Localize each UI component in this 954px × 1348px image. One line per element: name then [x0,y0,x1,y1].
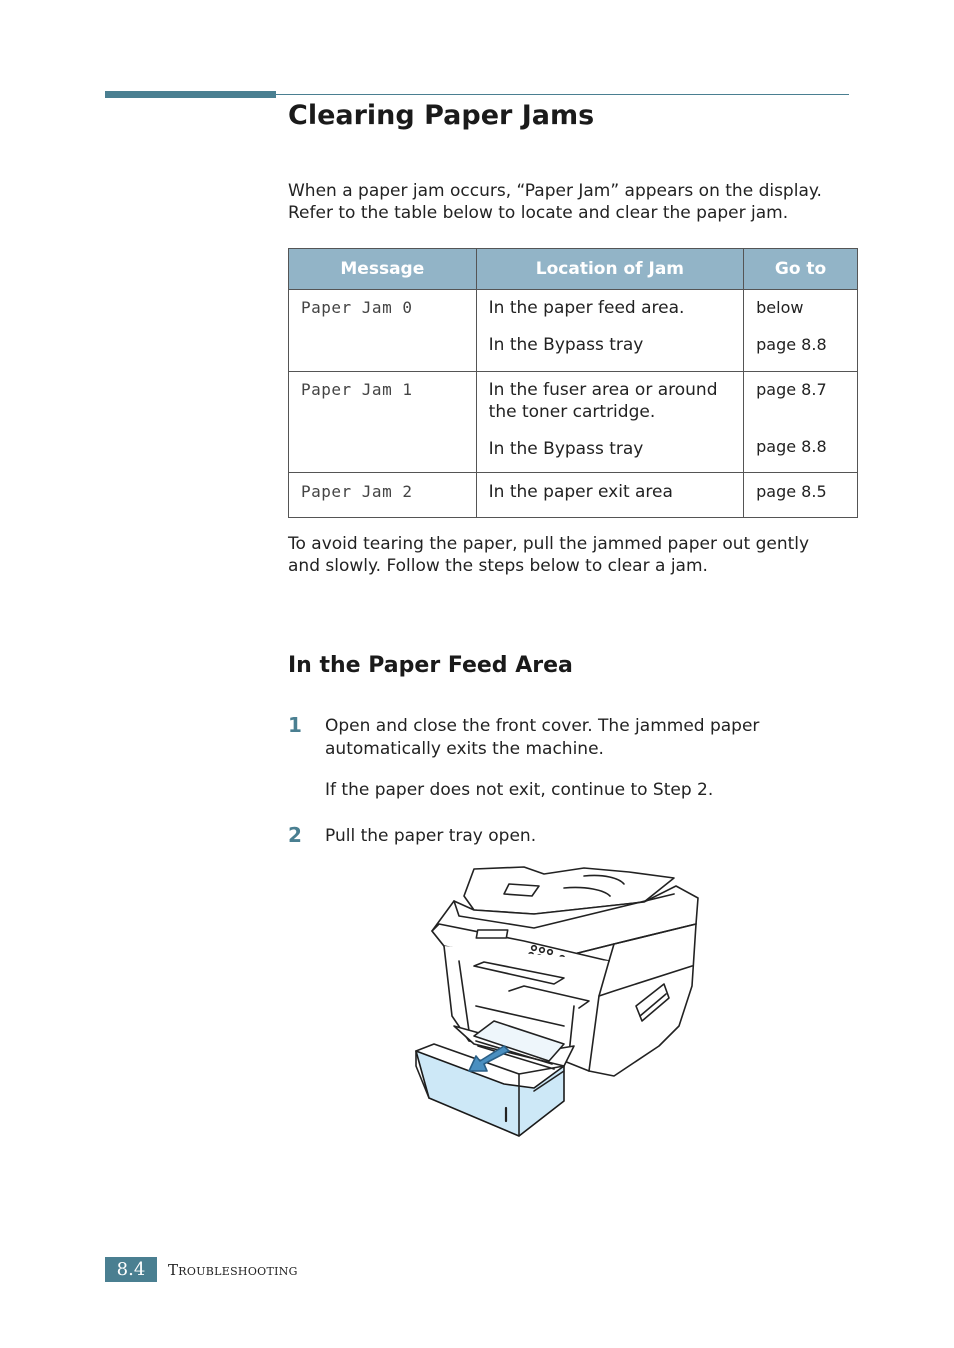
page-title: Clearing Paper Jams [288,100,595,131]
table-header-row [289,249,858,290]
column-header-message: Message [289,249,477,290]
location-text: In the Bypass tray [488,335,644,355]
location-cell [476,290,743,372]
header-rule-thin [276,94,849,95]
goto-cell [744,290,858,372]
location-text: In the paper feed area. [488,298,685,318]
step-line: Pull the paper tray open. [325,826,537,846]
goto-ref: page 8.7 [756,380,827,399]
location-text: In the paper exit area [488,482,673,502]
intro-line: When a paper jam occurs, “Paper Jam” appears on the display. [288,181,822,201]
goto-cell [744,473,858,518]
goto-ref: below [756,298,804,317]
message-cell [289,372,477,473]
page-number-badge: 8.4 [105,1257,157,1282]
step-number-2: 2 [288,823,302,847]
table-row [289,473,858,518]
step-line: Open and close the front cover. The jammed paper [325,716,760,736]
printer-tray-illustration [414,866,704,1141]
table-row [289,372,858,473]
message-cell [289,473,477,518]
location-text: In the Bypass tray [488,439,644,459]
step-1-text [325,715,759,761]
goto-ref: page 8.8 [756,335,827,354]
advice-line: and slowly. Follow the steps below to clear a jam. [288,556,708,576]
goto-ref: page 8.8 [756,437,827,456]
paper-jam-table [288,248,858,518]
intro-line: Refer to the table below to locate and clear the paper jam. [288,203,789,223]
advice-paragraph [288,533,809,577]
column-header-goto: Go to [744,249,858,290]
goto-cell [744,372,858,473]
jam-message: Paper Jam 2 [301,482,413,501]
location-cell [476,372,743,473]
jam-message: Paper Jam 1 [301,380,413,399]
intro-paragraph [288,180,822,224]
step-number-1: 1 [288,713,302,737]
jam-message: Paper Jam 0 [301,298,413,317]
location-text: the toner cartridge. [488,402,656,422]
header-rule-thick [105,91,276,98]
goto-ref: page 8.5 [756,482,827,501]
step-2-text [325,825,536,848]
table-row [289,290,858,372]
section-title: In the Paper Feed Area [288,653,573,678]
step-1-note: If the paper does not exit, continue to Step 2. [325,780,714,800]
location-text: In the fuser area or around [488,380,718,400]
location-cell [476,473,743,518]
step-line: automatically exits the machine. [325,739,604,759]
advice-line: To avoid tearing the paper, pull the jammed paper out gently [288,534,810,554]
column-header-location: Location of Jam [476,249,743,290]
footer-section-title: Troubleshooting [168,1261,298,1279]
message-cell [289,290,477,372]
